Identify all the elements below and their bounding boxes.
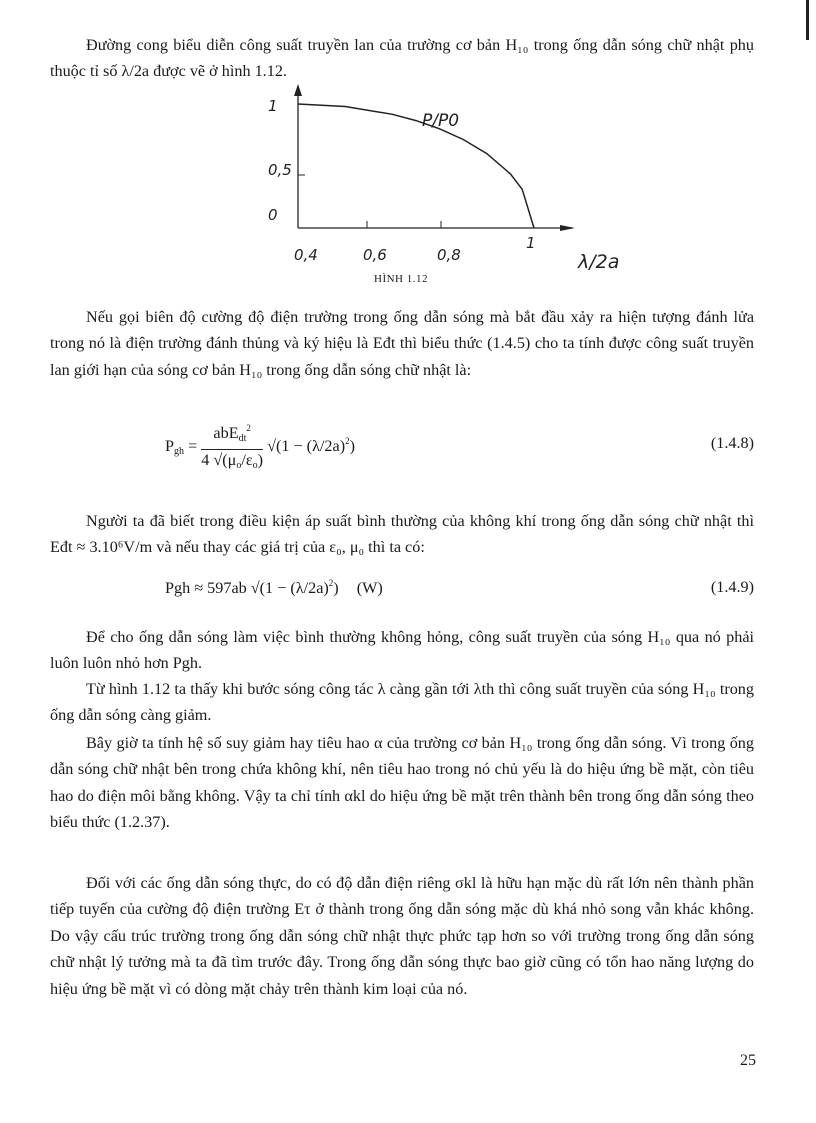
series-label: P/P0 <box>422 111 460 131</box>
paragraph-4: Để cho ống dẫn sóng làm việc bình thường không hỏng, công suất truyền của sóng H₁₀ qua nó phải luôn luôn nhỏ hơn Pgh. <box>50 628 754 673</box>
series-p-over-p0-line <box>298 104 534 228</box>
paragraph-1: Đường cong biểu diễn công suất truyền lan của trường cơ bản H₁₀ trong ống dẫn sóng chữ nhật phụ thuộc tỉ số λ/2a được vẽ ở hình 1.12. <box>50 36 754 81</box>
paragraph-3: Người ta đã biết trong điều kiện áp suất bình thường của không khí trong ống dẫn sóng chữ nhật thì Eđt ≈ 3.10⁶V/m và nếu thay các giá trị của ε₀, μ₀ thì ta có: <box>50 512 754 557</box>
equation-2 <box>165 578 383 598</box>
chart-ticks <box>268 97 619 273</box>
y-tick-label-0: 0 <box>268 206 278 224</box>
y-tick-label-1: 0,5 <box>268 161 292 179</box>
eq1-denominator: 4 $√(\mu_o/\varepsilon_o)$ <box>201 451 264 471</box>
paragraph-6: Bây giờ ta tính hệ số suy giảm hay tiêu hao α của trường cơ bản H₁₀ trong ống dẫn sóng. Vì trong ống dẫn sóng chữ nhật bên trong chứa không khí, nên tiêu hao trong nó chủ yếu là do hiệu ứng bề mặt, còn tiêu hao do điện môi bằng không. Vậy ta chỉ tính αkl do hiệu ứng bề mặt trên thành bên trong ống dẫn sóng theo biểu thức (1.2.37). <box>50 734 754 832</box>
x-axis-arrow <box>560 225 575 231</box>
page-edge-rule <box>806 0 809 40</box>
x-tick-label-2: 0,8 <box>437 246 461 264</box>
equation-1-number: (1.4.8) <box>710 434 754 452</box>
eq2-sqrt: $√(1 - (\lambda/2a)^2)$ <box>250 578 343 597</box>
eq1-sqrt: $√(1 - (\lambda/2a)^2)$ <box>267 435 355 455</box>
eq1-lhs: $P_{gh}$ = <box>165 436 198 457</box>
chart-curve <box>298 104 534 228</box>
x-axis-label: λ/2a <box>578 251 620 273</box>
eq1-numerator: abE$_{dt}^2$ <box>201 418 263 450</box>
paragraph-5: Từ hình 1.12 ta thấy khi bước sóng công tác λ càng gần tới λth thì công suất truyền của sóng H₁₀ trong ống dẫn sóng càng giảm. <box>50 680 754 725</box>
paragraph-7: Đối với các ống dẫn sóng thực, do có độ dẫn điện riêng σkl là hữu hạn mặc dù rất lớn nên thành phần tiếp tuyến của cường độ điện trường Eτ ở thành trong ống dẫn sóng mặc dù khá nhỏ song vẫn khác không. Do vậy cấu trúc trường trong ống dẫn sóng chữ nhật thực phức tạp hơn so với trường trong ống dẫn sóng chữ nhật lý tưởng mà ta đã tìm trước đây. Trong ống dẫn sóng thực bao giờ cũng có tổn hao năng lượng do hiệu ứng bề mặt vì có dòng mặt chảy trên thành kim loại của nó. <box>50 874 754 998</box>
eq2-prefix: Pgh ≈ 597ab <box>165 579 247 597</box>
paragraph-2: Nếu gọi biên độ cường độ điện trường trong ống dẫn sóng mà bắt đầu xảy ra hiện tượng đánh lửa trong nó là điện trường đánh thủng và ký hiệu là Eđt thì biểu thức (1.4.5) cho ta tính được công suất truyền lan giới hạn của sóng cơ bản H₁₀ trong ống dẫn sóng chữ nhật là: <box>50 308 754 379</box>
y-axis-arrow <box>294 84 302 96</box>
figure-caption: HÌNH 1.12 <box>374 273 428 285</box>
equation-1 <box>165 418 355 476</box>
eq2-unit: (W) <box>356 579 383 597</box>
power-curve-chart <box>260 78 640 278</box>
page-number: 25 <box>740 1052 756 1069</box>
eq1-fraction <box>201 418 263 476</box>
x-tick-label-0: 0,4 <box>294 246 318 264</box>
x-tick-label-3: 1 <box>526 234 536 252</box>
y-tick-label-2: 1 <box>268 97 278 115</box>
x-tick-label-1: 0,6 <box>363 246 387 264</box>
equation-2-number: (1.4.9) <box>710 578 754 596</box>
